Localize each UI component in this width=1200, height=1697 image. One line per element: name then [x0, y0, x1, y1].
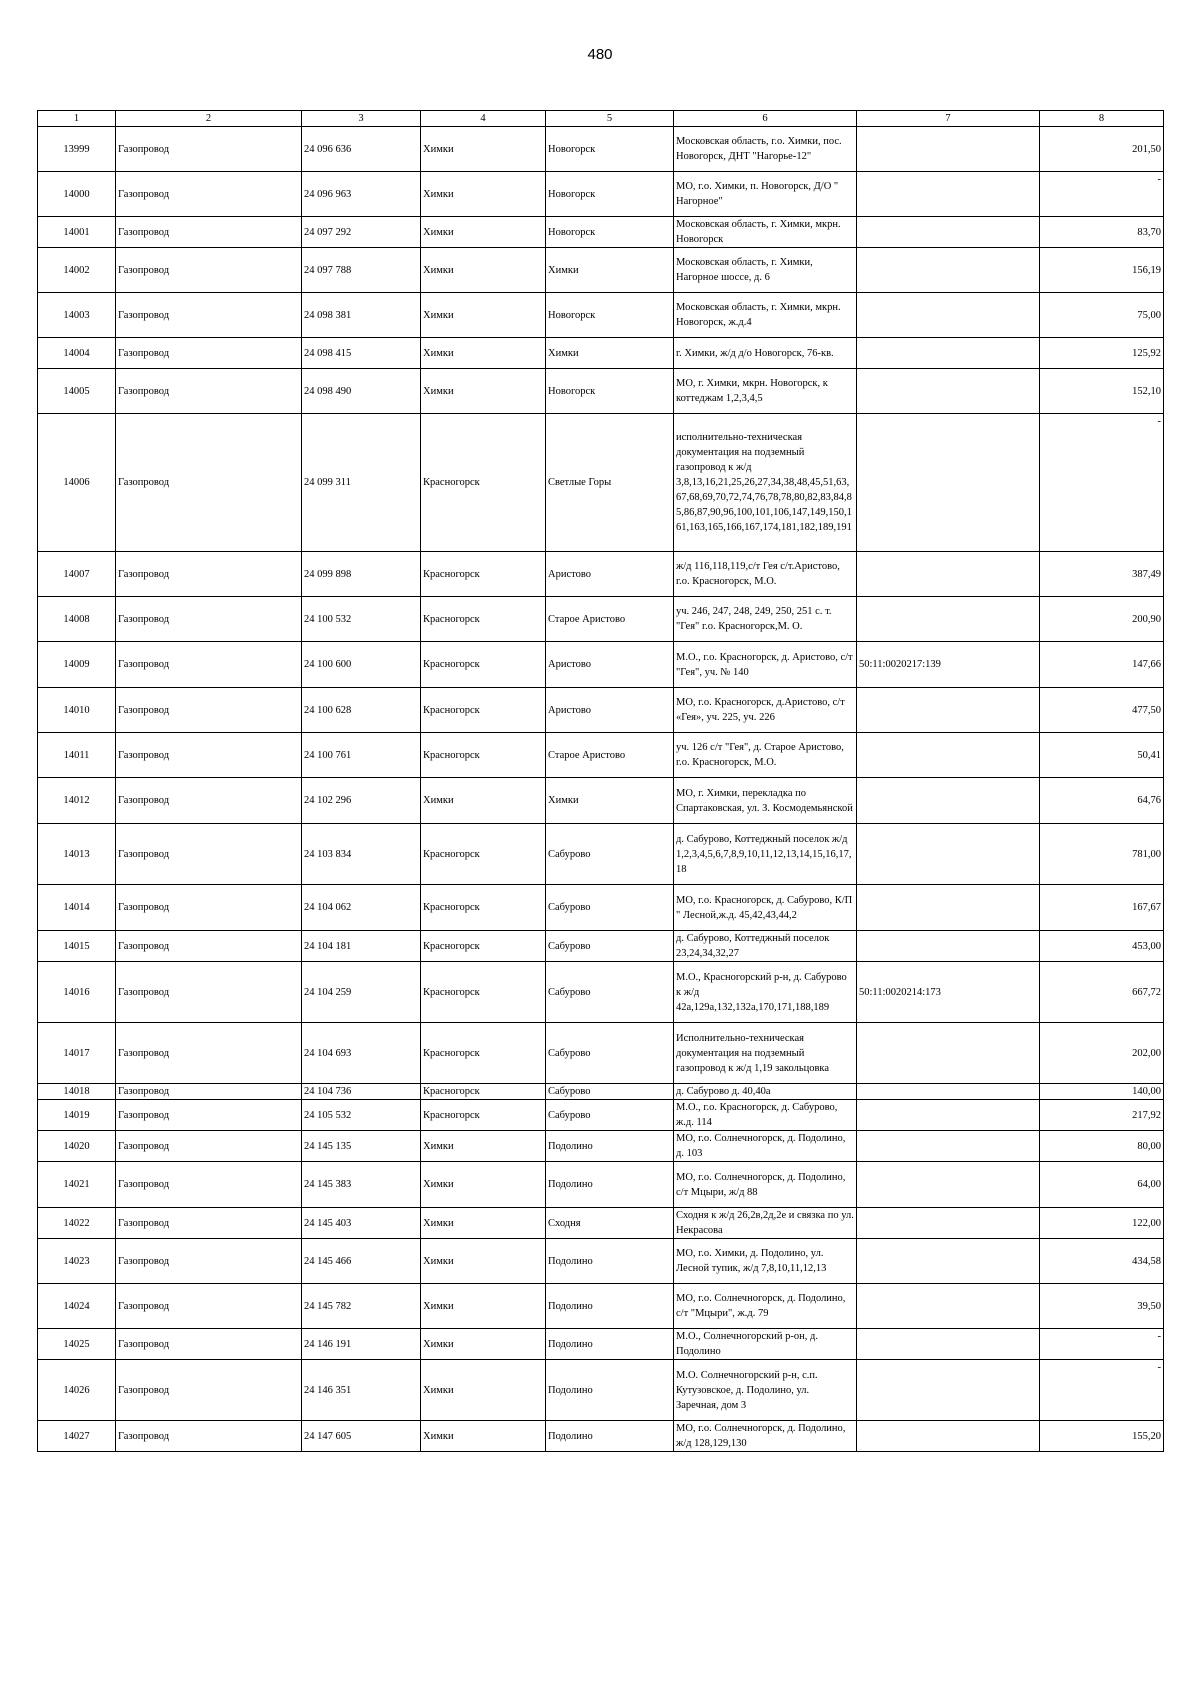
object-number-cell: 14012: [38, 778, 116, 824]
locality-cell: Химки: [546, 248, 674, 293]
address-cell: МО, г.о. Солнечногорск, д. Подолино, с/т Мцыри, ж/д 88: [674, 1162, 857, 1208]
object-name-cell: Газопровод: [116, 1360, 302, 1421]
table-row: [38, 248, 1164, 293]
table-row: [38, 217, 1164, 248]
table-row: [38, 1131, 1164, 1162]
object-name-cell: Газопровод: [116, 688, 302, 733]
object-name-cell: Газопровод: [116, 642, 302, 688]
cadastral-number-cell: [857, 552, 1040, 597]
object-number-cell: 14023: [38, 1239, 116, 1284]
municipality-cell: Химки: [421, 1329, 546, 1360]
municipality-cell: Красногорск: [421, 642, 546, 688]
municipality-cell: Химки: [421, 217, 546, 248]
column-header: 7: [857, 111, 1040, 127]
length-cell: 200,90: [1040, 597, 1164, 642]
column-header: 3: [302, 111, 421, 127]
length-cell: 453,00: [1040, 931, 1164, 962]
cadastral-number-cell: 50:11:0020217:139: [857, 642, 1040, 688]
cadastral-number-cell: [857, 885, 1040, 931]
address-cell: М.О., Солнечногорский р-он, д. Подолино: [674, 1329, 857, 1360]
municipality-cell: Химки: [421, 1208, 546, 1239]
object-number-cell: 14005: [38, 369, 116, 414]
locality-cell: Светлые Горы: [546, 414, 674, 552]
length-cell: 50,41: [1040, 733, 1164, 778]
inventory-number-cell: 24 096 963: [302, 172, 421, 217]
inventory-number-cell: 24 145 403: [302, 1208, 421, 1239]
cadastral-number-cell: [857, 1162, 1040, 1208]
object-number-cell: 14009: [38, 642, 116, 688]
locality-cell: Старое Аристово: [546, 733, 674, 778]
table-row: [38, 172, 1164, 217]
object-name-cell: Газопровод: [116, 733, 302, 778]
page-number: 480: [587, 46, 613, 63]
table-row: [38, 824, 1164, 885]
municipality-cell: Химки: [421, 338, 546, 369]
inventory-number-cell: 24 102 296: [302, 778, 421, 824]
object-name-cell: Газопровод: [116, 597, 302, 642]
locality-cell: Сабурово: [546, 1023, 674, 1084]
object-number-cell: 14004: [38, 338, 116, 369]
object-name-cell: Газопровод: [116, 1284, 302, 1329]
cadastral-number-cell: [857, 127, 1040, 172]
table-row: [38, 414, 1164, 552]
table-row: [38, 338, 1164, 369]
inventory-number-cell: 24 098 490: [302, 369, 421, 414]
cadastral-number-cell: 50:11:0020214:173: [857, 962, 1040, 1023]
address-cell: МО, г.о. Химки, д. Подолино, ул. Лесной тупик, ж/д 7,8,10,11,12,13: [674, 1239, 857, 1284]
cadastral-number-cell: [857, 293, 1040, 338]
inventory-number-cell: 24 145 135: [302, 1131, 421, 1162]
length-cell: -: [1040, 414, 1164, 552]
cadastral-number-cell: [857, 1084, 1040, 1100]
inventory-number-cell: 24 100 600: [302, 642, 421, 688]
inventory-number-cell: 24 099 898: [302, 552, 421, 597]
table-row: [38, 931, 1164, 962]
cadastral-number-cell: [857, 369, 1040, 414]
inventory-number-cell: 24 097 292: [302, 217, 421, 248]
municipality-cell: Химки: [421, 1239, 546, 1284]
object-number-cell: 14006: [38, 414, 116, 552]
municipality-cell: Химки: [421, 1360, 546, 1421]
object-number-cell: 14002: [38, 248, 116, 293]
object-name-cell: Газопровод: [116, 931, 302, 962]
locality-cell: Новогорск: [546, 293, 674, 338]
length-cell: 434,58: [1040, 1239, 1164, 1284]
municipality-cell: Красногорск: [421, 885, 546, 931]
cadastral-number-cell: [857, 733, 1040, 778]
object-name-cell: Газопровод: [116, 172, 302, 217]
cadastral-number-cell: [857, 172, 1040, 217]
length-cell: -: [1040, 1360, 1164, 1421]
object-number-cell: 14027: [38, 1421, 116, 1452]
municipality-cell: Химки: [421, 1131, 546, 1162]
locality-cell: Подолино: [546, 1162, 674, 1208]
object-name-cell: Газопровод: [116, 338, 302, 369]
address-cell: МО, г.о. Солнечногорск, д. Подолино, с/т "Мцыри", ж.д. 79: [674, 1284, 857, 1329]
object-number-cell: 14020: [38, 1131, 116, 1162]
locality-cell: Новогорск: [546, 217, 674, 248]
table-row: [38, 1329, 1164, 1360]
table-row: [38, 1421, 1164, 1452]
object-number-cell: 14026: [38, 1360, 116, 1421]
table-row: [38, 293, 1164, 338]
object-name-cell: Газопровод: [116, 217, 302, 248]
inventory-number-cell: 24 145 782: [302, 1284, 421, 1329]
locality-cell: Подолино: [546, 1360, 674, 1421]
table-row: [38, 688, 1164, 733]
object-name-cell: Газопровод: [116, 1084, 302, 1100]
address-cell: МО, г. Химки, перекладка по Спартаковская, ул. З. Космодемьянской: [674, 778, 857, 824]
length-cell: 667,72: [1040, 962, 1164, 1023]
object-number-cell: 14000: [38, 172, 116, 217]
inventory-number-cell: 24 103 834: [302, 824, 421, 885]
length-cell: 217,92: [1040, 1100, 1164, 1131]
locality-cell: Химки: [546, 778, 674, 824]
address-cell: г. Химки, ж/д д/о Новогорск, 76-кв.: [674, 338, 857, 369]
column-header: 2: [116, 111, 302, 127]
object-number-cell: 14007: [38, 552, 116, 597]
municipality-cell: Химки: [421, 1284, 546, 1329]
cadastral-number-cell: [857, 824, 1040, 885]
object-number-cell: 14010: [38, 688, 116, 733]
locality-cell: Сходня: [546, 1208, 674, 1239]
locality-cell: Аристово: [546, 688, 674, 733]
address-cell: МО, г.о. Химки, п. Новогорск, Д/О " Нагорное": [674, 172, 857, 217]
object-name-cell: Газопровод: [116, 1239, 302, 1284]
locality-cell: Новогорск: [546, 127, 674, 172]
inventory-number-cell: 24 098 381: [302, 293, 421, 338]
municipality-cell: Красногорск: [421, 688, 546, 733]
length-cell: -: [1040, 1329, 1164, 1360]
address-cell: М.О., Красногорский р-н, д. Сабурово к ж/д 42а,129а,132,132а,170,171,188,189: [674, 962, 857, 1023]
address-cell: М.О. Солнечногорский р-н, с.п. Кутузовское, д. Подолино, ул. Заречная, дом 3: [674, 1360, 857, 1421]
length-cell: 152,10: [1040, 369, 1164, 414]
address-cell: исполнительно-техническая документация на подземный газопровод к ж/д 3,8,13,16,21,25,26,27,34,38,48,45,51,63,67,68,69,70,72,74,76,78,78,80,82,83,84,85,86,87,90,96,100,101,106,147,149,150,161,163,165,166,167,174,181,182,189,191: [674, 414, 857, 552]
cadastral-number-cell: [857, 1131, 1040, 1162]
length-cell: 140,00: [1040, 1084, 1164, 1100]
locality-cell: Подолино: [546, 1329, 674, 1360]
municipality-cell: Химки: [421, 293, 546, 338]
cadastral-number-cell: [857, 338, 1040, 369]
object-number-cell: 14011: [38, 733, 116, 778]
municipality-cell: Красногорск: [421, 597, 546, 642]
cadastral-number-cell: [857, 1023, 1040, 1084]
cadastral-number-cell: [857, 1208, 1040, 1239]
length-cell: 64,76: [1040, 778, 1164, 824]
column-header: 5: [546, 111, 674, 127]
inventory-number-cell: 24 104 693: [302, 1023, 421, 1084]
length-cell: -: [1040, 172, 1164, 217]
locality-cell: Сабурово: [546, 931, 674, 962]
object-number-cell: 14025: [38, 1329, 116, 1360]
municipality-cell: Химки: [421, 1421, 546, 1452]
address-cell: Московская область, г. Химки, Нагорное шоссе, д. 6: [674, 248, 857, 293]
locality-cell: Сабурово: [546, 1084, 674, 1100]
municipality-cell: Красногорск: [421, 552, 546, 597]
cadastral-number-cell: [857, 931, 1040, 962]
locality-cell: Старое Аристово: [546, 597, 674, 642]
address-cell: М.О., г.о. Красногорск, д. Сабурово, ж.д. 114: [674, 1100, 857, 1131]
locality-cell: Подолино: [546, 1284, 674, 1329]
inventory-number-cell: 24 105 532: [302, 1100, 421, 1131]
object-name-cell: Газопровод: [116, 552, 302, 597]
object-number-cell: 14016: [38, 962, 116, 1023]
cadastral-number-cell: [857, 1239, 1040, 1284]
address-cell: Исполнительно-техническая документация на подземный газопровод к ж/д 1,19 закольцовка: [674, 1023, 857, 1084]
table-row: [38, 597, 1164, 642]
locality-cell: Подолино: [546, 1239, 674, 1284]
length-cell: 147,66: [1040, 642, 1164, 688]
inventory-number-cell: 24 145 466: [302, 1239, 421, 1284]
cadastral-number-cell: [857, 778, 1040, 824]
address-cell: МО, г.о. Солнечногорск, д. Подолино, ж/д 128,129,130: [674, 1421, 857, 1452]
locality-cell: Химки: [546, 338, 674, 369]
length-cell: 80,00: [1040, 1131, 1164, 1162]
object-name-cell: Газопровод: [116, 1023, 302, 1084]
table-row: [38, 127, 1164, 172]
object-name-cell: Газопровод: [116, 1162, 302, 1208]
address-cell: М.О., г.о. Красногорск, д. Аристово, с/т "Гея", уч. № 140: [674, 642, 857, 688]
locality-cell: Аристово: [546, 642, 674, 688]
table-row: [38, 552, 1164, 597]
length-cell: 477,50: [1040, 688, 1164, 733]
locality-cell: Сабурово: [546, 824, 674, 885]
object-number-cell: 14014: [38, 885, 116, 931]
address-cell: МО, г. Химки, мкрн. Новогорск, к коттеджам 1,2,3,4,5: [674, 369, 857, 414]
address-cell: д. Сабурово д. 40,40а: [674, 1084, 857, 1100]
inventory-number-cell: 24 099 311: [302, 414, 421, 552]
cadastral-number-cell: [857, 414, 1040, 552]
municipality-cell: Красногорск: [421, 962, 546, 1023]
inventory-number-cell: 24 100 628: [302, 688, 421, 733]
object-name-cell: Газопровод: [116, 1131, 302, 1162]
length-cell: 83,70: [1040, 217, 1164, 248]
locality-cell: Сабурово: [546, 885, 674, 931]
object-name-cell: Газопровод: [116, 1100, 302, 1131]
object-number-cell: 14017: [38, 1023, 116, 1084]
object-name-cell: Газопровод: [116, 778, 302, 824]
length-cell: 39,50: [1040, 1284, 1164, 1329]
table-row: [38, 642, 1164, 688]
object-number-cell: 14003: [38, 293, 116, 338]
column-header: 6: [674, 111, 857, 127]
address-cell: д. Сабурово, Коттеджный поселок ж/д 1,2,3,4,5,6,7,8,9,10,11,12,13,14,15,16,17,18: [674, 824, 857, 885]
inventory-number-cell: 24 096 636: [302, 127, 421, 172]
object-number-cell: 14019: [38, 1100, 116, 1131]
municipality-cell: Химки: [421, 172, 546, 217]
table-row: [38, 1284, 1164, 1329]
object-number-cell: 14015: [38, 931, 116, 962]
object-name-cell: Газопровод: [116, 885, 302, 931]
cadastral-number-cell: [857, 597, 1040, 642]
object-number-cell: 14013: [38, 824, 116, 885]
object-number-cell: 14001: [38, 217, 116, 248]
cadastral-number-cell: [857, 248, 1040, 293]
table-row: [38, 962, 1164, 1023]
cadastral-number-cell: [857, 217, 1040, 248]
object-name-cell: Газопровод: [116, 127, 302, 172]
address-cell: ж/д 116,118,119,с/т Гея с/т.Аристово, г.о. Красногорск, М.О.: [674, 552, 857, 597]
object-number-cell: 14024: [38, 1284, 116, 1329]
table-row: [38, 1162, 1164, 1208]
table-row: [38, 369, 1164, 414]
address-cell: уч. 126 с/т "Гея", д. Старое Аристово, г.о. Красногорск, М.О.: [674, 733, 857, 778]
table-row: [38, 1023, 1164, 1084]
cadastral-number-cell: [857, 1421, 1040, 1452]
municipality-cell: Красногорск: [421, 414, 546, 552]
length-cell: 202,00: [1040, 1023, 1164, 1084]
inventory-number-cell: 24 104 259: [302, 962, 421, 1023]
object-name-cell: Газопровод: [116, 1329, 302, 1360]
length-cell: 156,19: [1040, 248, 1164, 293]
inventory-number-cell: 24 097 788: [302, 248, 421, 293]
locality-cell: Подолино: [546, 1131, 674, 1162]
address-cell: д. Сабурово, Коттеджный поселок 23,24,34,32,27: [674, 931, 857, 962]
address-cell: Московская область, г. Химки, мкрн. Новогорск, ж.д.4: [674, 293, 857, 338]
cadastral-number-cell: [857, 1100, 1040, 1131]
column-header: 8: [1040, 111, 1164, 127]
municipality-cell: Химки: [421, 127, 546, 172]
object-name-cell: Газопровод: [116, 369, 302, 414]
table-row: [38, 1084, 1164, 1100]
table-row: [38, 885, 1164, 931]
inventory-number-cell: 24 100 761: [302, 733, 421, 778]
address-cell: уч. 246, 247, 248, 249, 250, 251 с. т. "Гея" г.о. Красногорск,М. О.: [674, 597, 857, 642]
address-cell: Сходня к ж/д 26,2в,2д,2е и связка по ул. Некрасова: [674, 1208, 857, 1239]
inventory-number-cell: 24 146 191: [302, 1329, 421, 1360]
table-row: [38, 1208, 1164, 1239]
length-cell: 781,00: [1040, 824, 1164, 885]
table-row: [38, 1239, 1164, 1284]
object-name-cell: Газопровод: [116, 414, 302, 552]
object-name-cell: Газопровод: [116, 1421, 302, 1452]
municipality-cell: Химки: [421, 369, 546, 414]
object-name-cell: Газопровод: [116, 824, 302, 885]
object-name-cell: Газопровод: [116, 248, 302, 293]
inventory-number-cell: 24 098 415: [302, 338, 421, 369]
column-header: 4: [421, 111, 546, 127]
locality-cell: Новогорск: [546, 369, 674, 414]
table-row: [38, 778, 1164, 824]
municipality-cell: Красногорск: [421, 733, 546, 778]
locality-cell: Новогорск: [546, 172, 674, 217]
length-cell: 75,00: [1040, 293, 1164, 338]
address-cell: МО, г.о. Красногорск, д. Сабурово, К/П " Лесной,ж.д. 45,42,43,44,2: [674, 885, 857, 931]
inventory-number-cell: 24 100 532: [302, 597, 421, 642]
address-cell: Московская область, г.о. Химки, пос. Новогорск, ДНТ "Нагорье-12": [674, 127, 857, 172]
object-number-cell: 14008: [38, 597, 116, 642]
municipality-cell: Химки: [421, 248, 546, 293]
length-cell: 155,20: [1040, 1421, 1164, 1452]
cadastral-number-cell: [857, 1284, 1040, 1329]
table-row: [38, 1100, 1164, 1131]
municipality-cell: Красногорск: [421, 931, 546, 962]
length-cell: 125,92: [1040, 338, 1164, 369]
inventory-number-cell: 24 146 351: [302, 1360, 421, 1421]
object-number-cell: 13999: [38, 127, 116, 172]
locality-cell: Сабурово: [546, 1100, 674, 1131]
locality-cell: Сабурово: [546, 962, 674, 1023]
object-name-cell: Газопровод: [116, 1208, 302, 1239]
object-number-cell: 14021: [38, 1162, 116, 1208]
inventory-number-cell: 24 104 736: [302, 1084, 421, 1100]
length-cell: 64,00: [1040, 1162, 1164, 1208]
municipality-cell: Красногорск: [421, 1100, 546, 1131]
cadastral-number-cell: [857, 688, 1040, 733]
object-name-cell: Газопровод: [116, 962, 302, 1023]
object-number-cell: 14018: [38, 1084, 116, 1100]
length-cell: 201,50: [1040, 127, 1164, 172]
address-cell: Московская область, г. Химки, мкрн. Новогорск: [674, 217, 857, 248]
municipality-cell: Красногорск: [421, 1084, 546, 1100]
inventory-number-cell: 24 104 062: [302, 885, 421, 931]
table-row: [38, 1360, 1164, 1421]
object-name-cell: Газопровод: [116, 293, 302, 338]
cadastral-number-cell: [857, 1329, 1040, 1360]
municipality-cell: Химки: [421, 778, 546, 824]
table-row: [38, 733, 1164, 778]
registry-table: [37, 110, 1164, 1452]
inventory-number-cell: 24 147 605: [302, 1421, 421, 1452]
municipality-cell: Красногорск: [421, 824, 546, 885]
column-header: 1: [38, 111, 116, 127]
locality-cell: Подолино: [546, 1421, 674, 1452]
cadastral-number-cell: [857, 1360, 1040, 1421]
locality-cell: Аристово: [546, 552, 674, 597]
address-cell: МО, г.о. Солнечногорск, д. Подолино, д. 103: [674, 1131, 857, 1162]
length-cell: 122,00: [1040, 1208, 1164, 1239]
municipality-cell: Красногорск: [421, 1023, 546, 1084]
inventory-number-cell: 24 145 383: [302, 1162, 421, 1208]
length-cell: 167,67: [1040, 885, 1164, 931]
object-number-cell: 14022: [38, 1208, 116, 1239]
inventory-number-cell: 24 104 181: [302, 931, 421, 962]
municipality-cell: Химки: [421, 1162, 546, 1208]
address-cell: МО, г.о. Красногорск, д.Аристово, с/т «Гея», уч. 225, уч. 226: [674, 688, 857, 733]
header-row: [38, 111, 1164, 127]
length-cell: 387,49: [1040, 552, 1164, 597]
